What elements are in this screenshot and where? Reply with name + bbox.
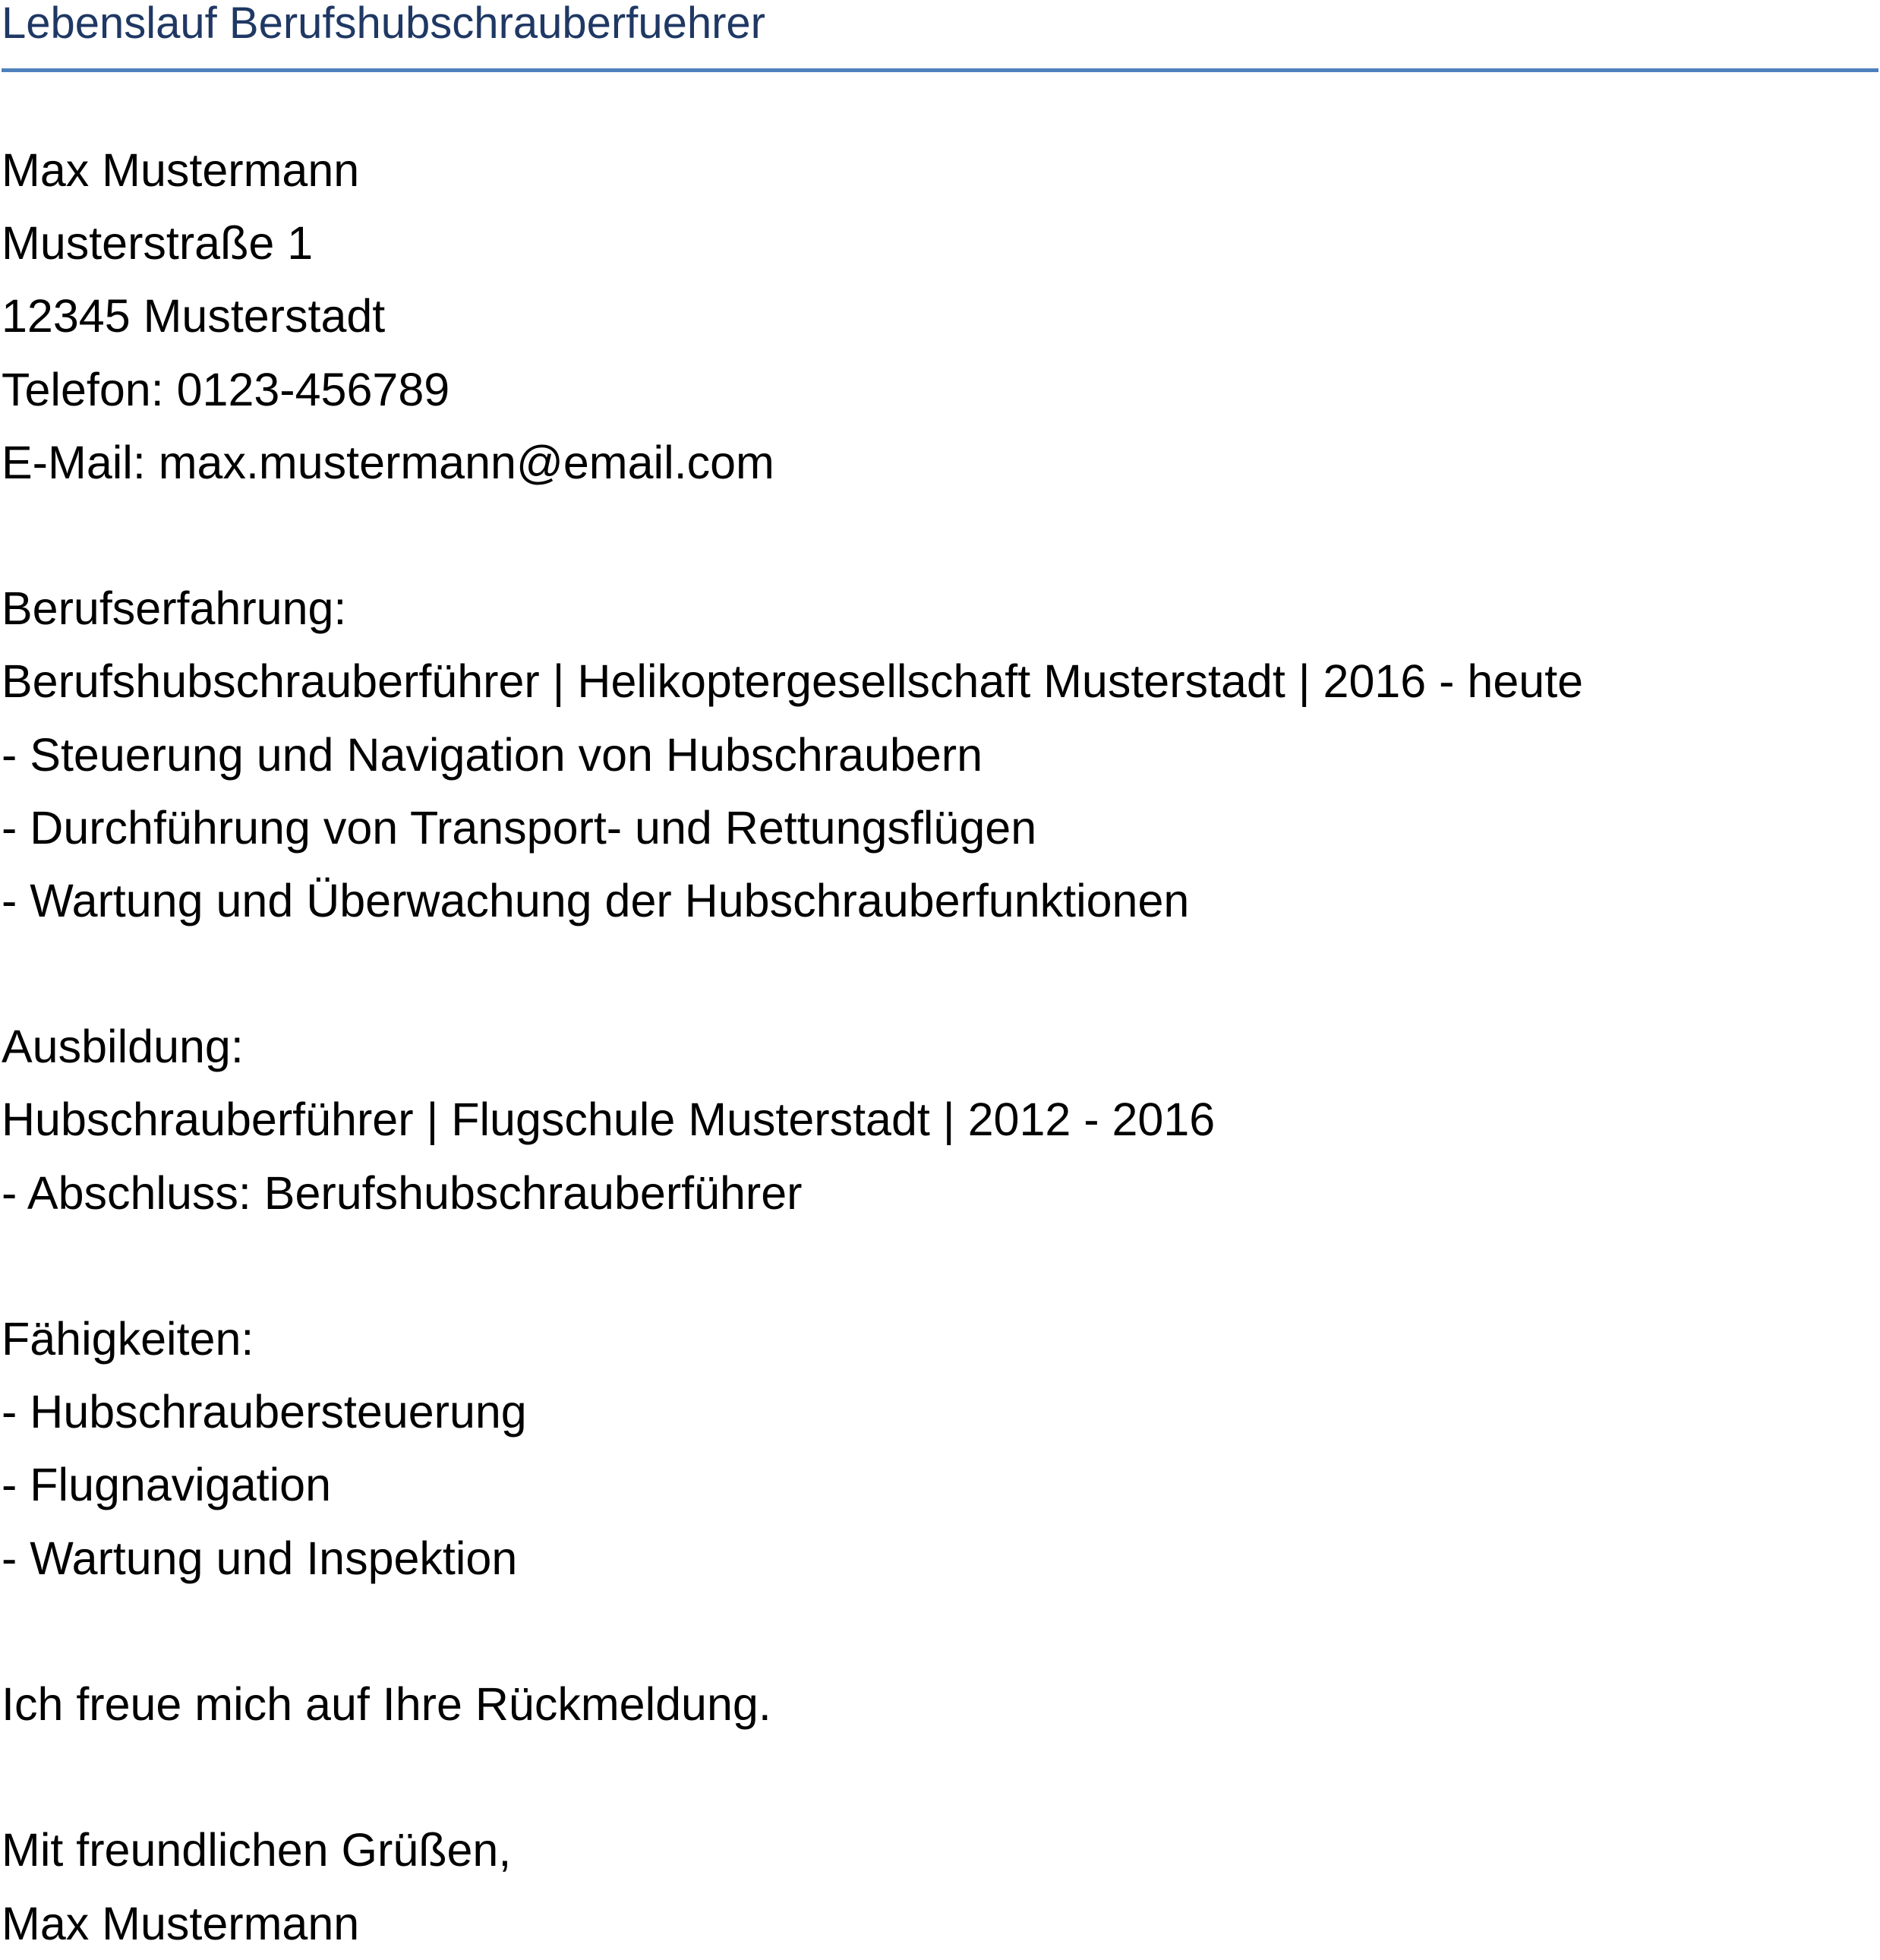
closing-section: [2, 1668, 1869, 1960]
experience-duty: - Durchführung von Transport- und Rettungsflügen: [2, 801, 1037, 854]
skill-item: - Wartung und Inspektion: [2, 1532, 518, 1584]
skills-heading: Fähigkeiten:: [2, 1313, 254, 1365]
closing-message: Ich freue mich auf Ihre Rückmeldung.: [2, 1678, 771, 1730]
experience-duty: - Steuerung und Navigation von Hubschraubern: [2, 728, 983, 781]
education-section: [2, 1010, 1869, 1229]
experience-duty: - Wartung und Überwachung der Hubschrauberfunktionen: [2, 874, 1190, 926]
spacer: [2, 937, 1869, 1010]
skill-item: - Hubschraubersteuerung: [2, 1386, 527, 1438]
contact-city: 12345 Musterstadt: [2, 290, 386, 342]
contact-email: E-Mail: max.mustermann@email.com: [2, 436, 774, 488]
title-underline: [2, 68, 1878, 72]
experience-heading: Berufserfahrung:: [2, 582, 347, 635]
contact-phone: Telefon: 0123-456789: [2, 363, 450, 415]
education-detail: - Abschluss: Berufshubschrauberführer: [2, 1166, 803, 1219]
education-entry: Hubschrauberführer | Flugschule Musterstadt | 2012 - 2016: [2, 1094, 1216, 1146]
skills-section: [2, 1302, 1869, 1595]
contact-block: [2, 134, 1869, 499]
closing-greeting: Mit freundlichen Grüßen,: [2, 1824, 512, 1876]
skill-item: - Flugnavigation: [2, 1459, 332, 1511]
closing-signature: Max Mustermann: [2, 1897, 360, 1949]
experience-section: [2, 572, 1869, 937]
spacer: [2, 1229, 1869, 1302]
spacer: [2, 1741, 1869, 1813]
education-heading: Ausbildung:: [2, 1021, 244, 1073]
document-title: Lebenslauf Berufshubschrauberfuehrer: [2, 0, 765, 48]
experience-position: Berufshubschrauberführer | Helikoptergesellschaft Musterstadt | 2016 - heute: [2, 655, 1584, 708]
spacer: [2, 499, 1869, 572]
resume-body: [2, 134, 1869, 1960]
contact-street: Musterstraße 1: [2, 217, 314, 270]
contact-name: Max Mustermann: [2, 144, 360, 196]
spacer: [2, 1595, 1869, 1668]
